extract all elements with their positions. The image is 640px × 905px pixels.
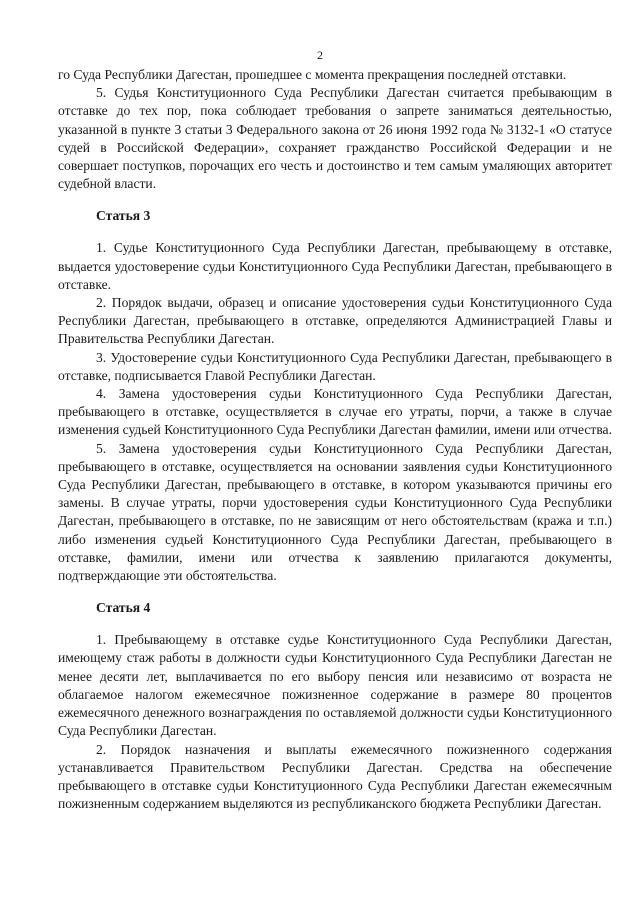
document-body [58, 66, 612, 813]
article-3-heading: Статья 3 [96, 208, 151, 224]
paragraph-continuation: го Суда Республики Дагестан, прошедшее с момента прекращения последней отставки. [58, 67, 567, 82]
paragraph-item-5: 5. Судья Конституционного Суда Республики Дагестан считается пребывающим в отставке до тех пор, пока соблюдает требования о запрете заниматься деятельностью, указанной в пункте 3 статьи 3 Федерального закона от 26 июня 1992 года № 3132-1 «О статусе судей в Российской Федерации», сохраняет гражданство Российской Федерации и не совершает поступков, порочащих его честь и достоинство и тем самым умаляющих авторитет судебной власти. [58, 85, 612, 192]
article-3-item-5: 5. Замена удостоверения судьи Конституционного Суда Республики Дагестан, пребывающего в отставке, осуществляется на основании заявления судьи Конституционного Суда Республики Дагестан, пребывающего в отставке, в котором указываются причины его замены. В случае утраты, порчи удостоверения судьи Конституционного Суда Республики Дагестан, пребывающего в отставке, по не зависящим от него обстоятельствам (кража и т.п.) либо изменения судьей Конституционного Суда Республики Дагестан, пребывающего в отставке, фамилии, имени или отчества к заявлению прилагаются документы, подтверждающие эти обстоятельства. [58, 440, 612, 584]
page-number: 2 [317, 48, 323, 62]
article-4-heading: Статья 4 [96, 600, 151, 616]
article-3-item-2: 2. Порядок выдачи, образец и описание удостоверения судьи Конституционного Суда Республики Дагестан, пребывающего в отставке, определяются Администрацией Главы и Правительства Республики Дагестан. [58, 295, 612, 347]
article-3-item-3: 3. Удостоверение судьи Конституционного Суда Республики Дагестан, пребывающего в отставке, подписывается Главой Республики Дагестан. [58, 349, 612, 383]
article-4-item-2: 2. Порядок назначения и выплаты ежемесячного пожизненного содержания устанавливается Правительством Республики Дагестан. Средства на обеспечение пребывающего в отставке судьи Конституционного Суда Республики Дагестан ежемесячным пожизненным содержанием выделяются из республиканского бюджета Республики Дагестан. [58, 741, 612, 812]
article-3-item-4: 4. Замена удостоверения судьи Конституционного Суда Республики Дагестан, пребывающего в отставке, осуществляется в случае его утраты, порчи, а также в случае изменения судьей Конституционного Суда Республики Дагестан фамилии, имени или отчества. [58, 386, 612, 438]
article-3-item-1: 1. Судье Конституционного Суда Республики Дагестан, пребывающему в отставке, выдается удостоверение судьи Конституционного Суда Республики Дагестан, пребывающего в отставке. [58, 240, 612, 292]
article-4-item-1: 1. Пребывающему в отставке судье Конституционного Суда Республики Дагестан, имеющему стаж работы в должности судьи Конституционного Суда Республики Дагестан не менее десяти лет, выплачивается по его выбору пенсия или независимо от возраста не облагаемое налогом ежемесячное пожизненное содержание в размере 80 процентов ежемесячного денежного вознаграждения по оставляемой должности судьи Конституционного Суда Республики Дагестан. [58, 632, 612, 739]
